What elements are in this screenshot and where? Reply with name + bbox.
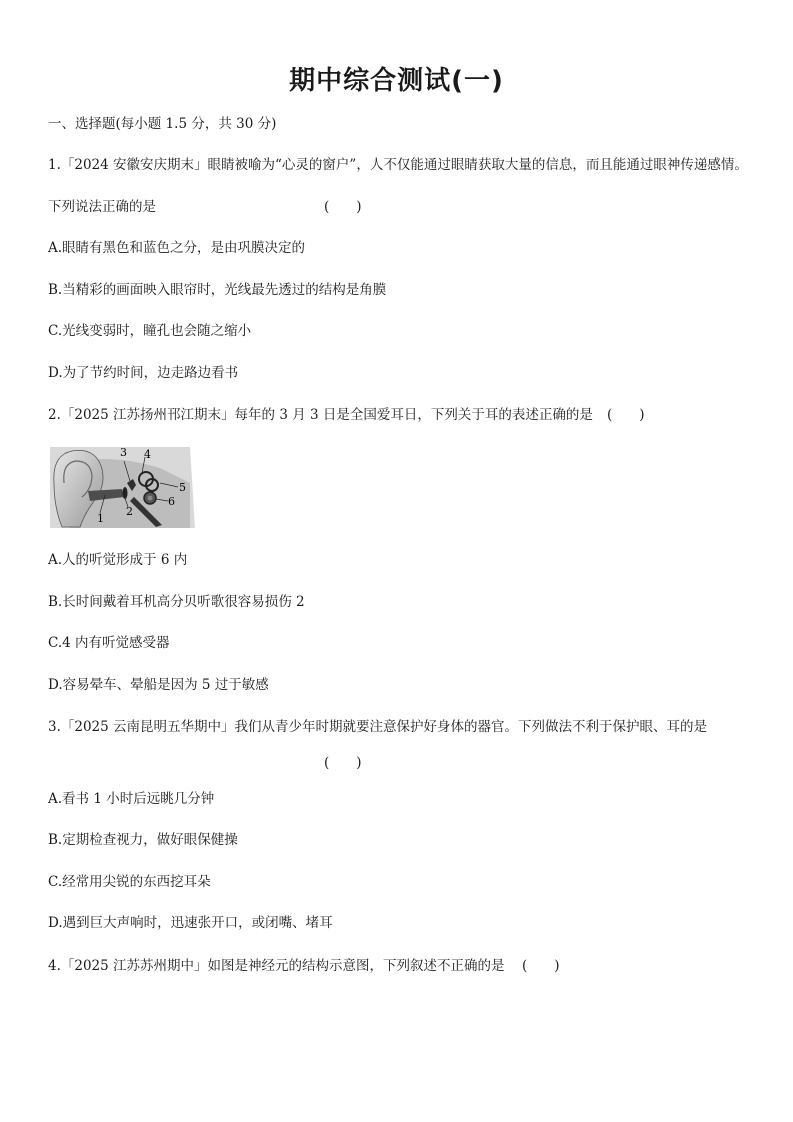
question-3-option-a: A.看书 1 小时后远眺几分钟 (48, 791, 215, 807)
question-1-stem-cont: 下列说法正确的是 (48, 199, 156, 215)
question-1-stem: 1.「2024 安徽安庆期末」眼睛被喻为“心灵的窗户”，人不仅能通过眼睛获取大量的信息，而且能通过眼神传递感情。 (48, 157, 748, 173)
question-1-option-c: C.光线变弱时，瞳孔也会随之缩小 (48, 323, 252, 339)
figure-label-4: 4 (144, 448, 151, 461)
question-3-stem: 3.「2025 云南昆明五华期中」我们从青少年时期就要注意保护好身体的器官。下列做法不利于保护眼、耳的是 (48, 719, 708, 735)
section-heading: 一、选择题(每小题 1.5 分，共 30 分) (48, 116, 277, 132)
figure-label-5: 5 (179, 481, 186, 494)
question-3-option-d: D.遇到巨大声响时，迅速张开口，或闭嘴、堵耳 (48, 915, 333, 931)
ear-structure-figure (50, 443, 195, 528)
figure-label-6: 6 (168, 495, 175, 508)
question-1-option-a: A.眼睛有黑色和蓝色之分，是由巩膜决定的 (48, 240, 306, 256)
question-2-option-c: C.4 内有听觉感受器 (48, 635, 170, 651)
figure-label-1: 1 (97, 512, 104, 525)
question-3-option-c: C.经常用尖锐的东西挖耳朵 (48, 874, 211, 890)
question-2-option-d: D.容易晕车、晕船是因为 5 过于敏感 (48, 677, 269, 693)
question-4-stem: 4.「2025 江苏苏州期中」如图是神经元的结构示意图，下列叙述不正确的是 (48, 958, 505, 974)
question-1-answer-paren: ( ) (324, 199, 362, 215)
question-2-option-b: B.长时间戴着耳机高分贝听歌很容易损伤 2 (48, 594, 305, 610)
question-1-option-b: B.当精彩的画面映入眼帘时，光线最先透过的结构是角膜 (48, 282, 387, 298)
question-2-stem: 2.「2025 江苏扬州邗江期末」每年的 3 月 3 日是全国爱耳日，下列关于耳的表述正确的是 (48, 407, 593, 423)
question-4-answer-paren: ( ) (522, 958, 560, 974)
question-2-answer-paren: ( ) (607, 407, 645, 423)
question-1-option-d: D.为了节约时间，边走路边看书 (48, 365, 239, 381)
question-2-option-a: A.人的听觉形成于 6 内 (48, 552, 188, 568)
question-3-answer-paren: ( ) (324, 755, 362, 771)
figure-label-2: 2 (126, 505, 133, 518)
eardrum-shape (123, 487, 128, 499)
question-3-option-b: B.定期检查视力，做好眼保健操 (48, 832, 238, 848)
figure-label-3: 3 (120, 446, 127, 459)
page-title: 期中综合测试(一) (289, 66, 504, 96)
